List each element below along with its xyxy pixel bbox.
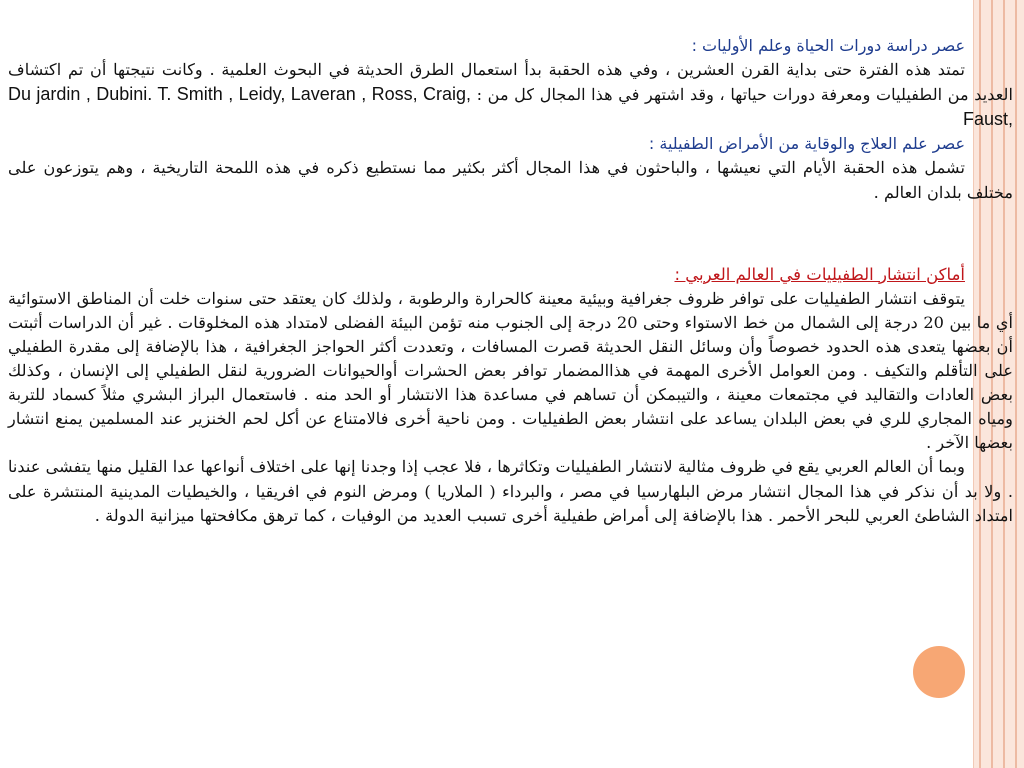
decorative-orange-circle	[913, 646, 965, 698]
document-body	[8, 34, 1013, 528]
paragraph-arab-world-1: يتوقف انتشار الطفيليات على توافر ظروف جغرافية وبيئية معينة كالحرارة والرطوبة ، ولذلك كان يعتقد حتى سنوات خلت أن المناطق الاستوائية أي ما بين 20 درجة إلى الشمال من خط الاستواء وحتى 20 درجة إلى الجنوب منه تؤمن البيئة الفضلى لامتداد هذه المخلوقات . غير أن الدراسات أثبتت أن بعضها يتعدى هذه الحدود خصوصاً وأن وسائل النقل الحديثة قصرت المسافات ، وتعددت أكثر الحواجز الجغرافية ، هذا بالإضافة إلى مقدرة الطفيلي على التأقلم والتكيف . ومن العوامل الأخرى المهمة في هذاالمضمار توافر بعض الحشرات أوالحيوانات الضرورية لنقل الطفيلي إلى الإنسان ، وكذلك بعض العادات والتقاليد في مجتمعات معينة ، والتيبمكن أن تساهم في مساعدة هذا الانتشار أو الحد منه . فاستعمال البراز البشري مثلاً كسماد للتربة ومياه المجاري للري في بعض البلدان يساعد على انتشار بعض الطفيليات . ومن ناحية أخرى فالامتناع عن أكل لحم الخنزير عند المسلمين يمنع انتشار بعضها الآخر .	[8, 288, 1014, 453]
paragraph-life-cycles	[8, 58, 1013, 132]
paragraph-treatment: تشمل هذه الحقبة الأيام التي نعيشها ، والباحثون في هذا المجال أكثر بكثير مما نستطيع ذكره في هذه اللمحة التاريخية ، وهم يتوزعون على مختلف بلدان العالم .	[8, 158, 1013, 202]
section-heading-arab-world: أماكن انتشار الطفيليات في العالم العربي :	[674, 264, 965, 284]
researcher-names: Du jardin , Dubini. T. Smith , Leidy, Laveran , Ross, Craig, Faust,	[8, 84, 1013, 130]
section-spacer	[8, 205, 1013, 263]
section-heading-life-cycles: عصر دراسة دورات الحياة وعلم الأوليات :	[691, 36, 965, 55]
paragraph-life-cycles-text: تمتد هذه الفترة حتى بداية القرن العشرين ، وفي هذه الحقبة بدأ استعمال الطرق الحديثة في البحوث العلمية . وكانت نتيجتها أن تم اكتشاف العديد من الطفيليات ومعرفة دورات حياتها ، وقد اشتهر في هذا المجال كل من :	[8, 60, 1013, 105]
paragraph-arab-world-2: وبما أن العالم العربي يقع في ظروف مثالية لانتشار الطفيليات وتكاثرها ، فلا عجب إذا وجدنا إنها على اختلاف أنواعها عدا القليل منها يتفشى عندنا . ولا بد أن نذكر في هذا المجال انتشار مرض البلهارسيا في مصر ، والبرداء ( الملاريا ) ومرض النوم في افريقيا ، والخيطيات المدينية المنتشرة على امتداد الشاطئ العربي للبحر الأحمر . هذا بالإضافة إلى أمراض طفيلية أخرى تسبب العديد من الوفيات ، كما ترهق مكافحتها ميزانية الدولة .	[8, 457, 1013, 525]
section-heading-treatment: عصر علم العلاج والوقاية من الأمراض الطفيلية :	[648, 134, 965, 154]
